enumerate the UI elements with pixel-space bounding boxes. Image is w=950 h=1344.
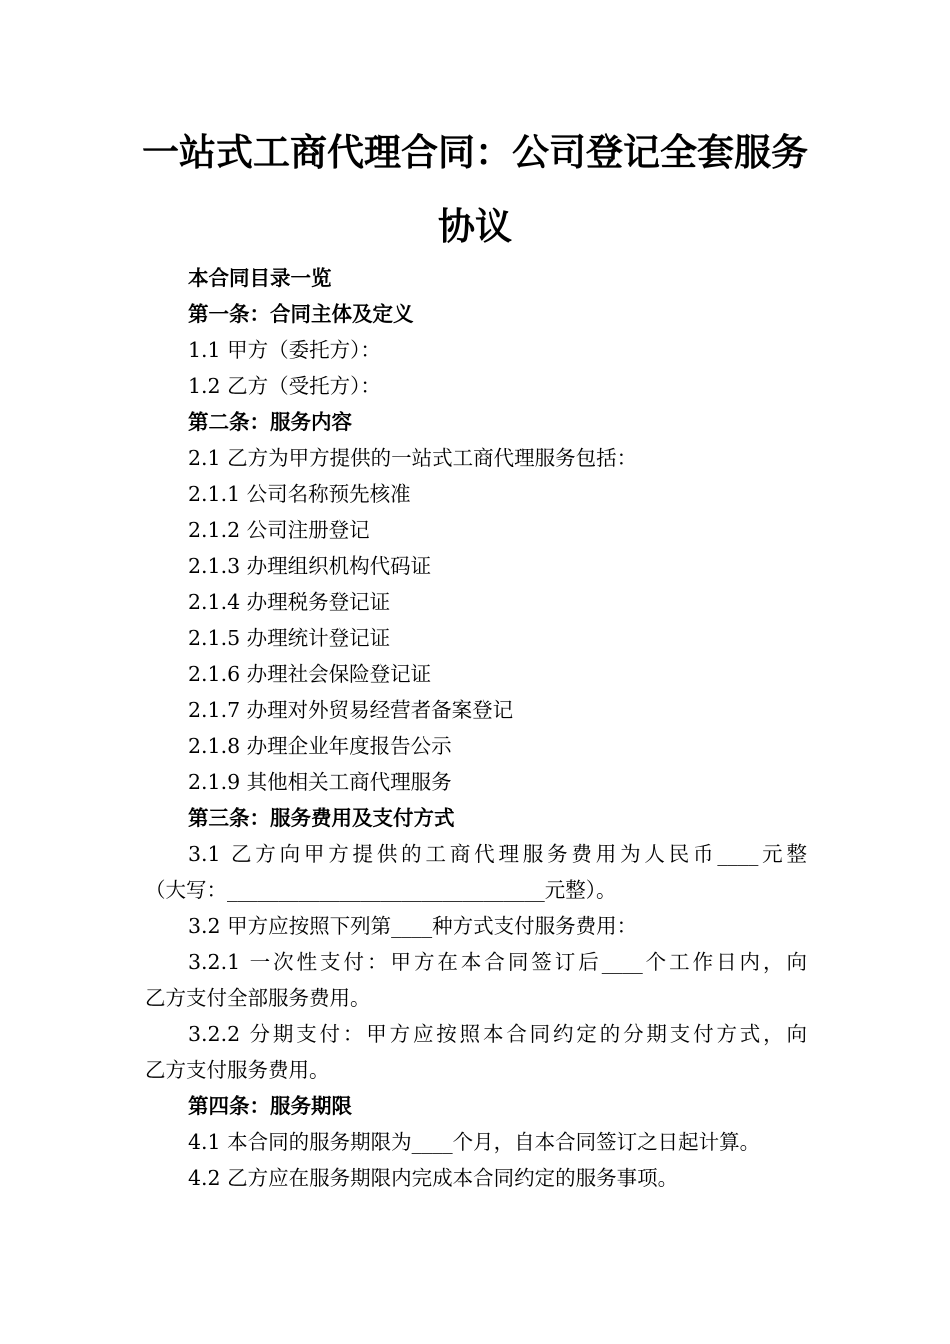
document-line: 2.1.1 公司名称预先核准: [188, 482, 411, 506]
document-line: 1.2 乙方（受托方）：: [188, 374, 381, 398]
document-line: 1.1 甲方（委托方）：: [188, 338, 381, 362]
document-line: 2.1.7 办理对外贸易经营者备案登记: [188, 698, 514, 722]
document-line: （大写：_______________________________元整）。: [145, 878, 617, 902]
section-heading: 第二条：服务内容: [188, 410, 352, 434]
document-body: [145, 260, 807, 1196]
document-line: 乙方支付服务费用。: [145, 1058, 330, 1082]
document-line: 2.1.6 办理社会保险登记证: [188, 662, 432, 686]
section-heading: 第三条：服务费用及支付方式: [188, 806, 455, 830]
document-line: 2.1.2 公司注册登记: [188, 518, 370, 542]
document-line: 2.1.4 办理税务登记证: [188, 590, 391, 614]
document-line: 3.2 甲方应按照下列第____种方式支付服务费用：: [188, 914, 638, 938]
document-line: 乙方支付全部服务费用。: [145, 986, 371, 1010]
document-title-line-2: 协议: [438, 204, 512, 248]
document-title-line-1: 一站式工商代理合同：公司登记全套服务: [142, 130, 808, 174]
document-line: 2.1.3 办理组织机构代码证: [188, 554, 432, 578]
section-heading: 第四条：服务期限: [188, 1094, 352, 1118]
document-line: 3.1 乙方向甲方提供的工商代理服务费用为人民币____元整: [188, 842, 807, 866]
section-heading: 第一条：合同主体及定义: [188, 302, 414, 326]
document-line: 3.2.1 一次性支付：甲方在本合同签订后____个工作日内，向: [188, 950, 807, 974]
document-line: 4.1 本合同的服务期限为____个月，自本合同签订之日起计算。: [188, 1130, 761, 1154]
document-line: 3.2.2 分期支付：甲方应按照本合同约定的分期支付方式，向: [188, 1022, 807, 1046]
document-line: 2.1.8 办理企业年度报告公示: [188, 734, 452, 758]
document-line: 2.1.9 其他相关工商代理服务: [188, 770, 452, 794]
section-heading: 本合同目录一览: [188, 266, 332, 290]
document-line: 4.2 乙方应在服务期限内完成本合同约定的服务事项。: [188, 1166, 679, 1190]
document-line: 2.1 乙方为甲方提供的一站式工商代理服务包括：: [188, 446, 638, 470]
document-line: 2.1.5 办理统计登记证: [188, 626, 391, 650]
